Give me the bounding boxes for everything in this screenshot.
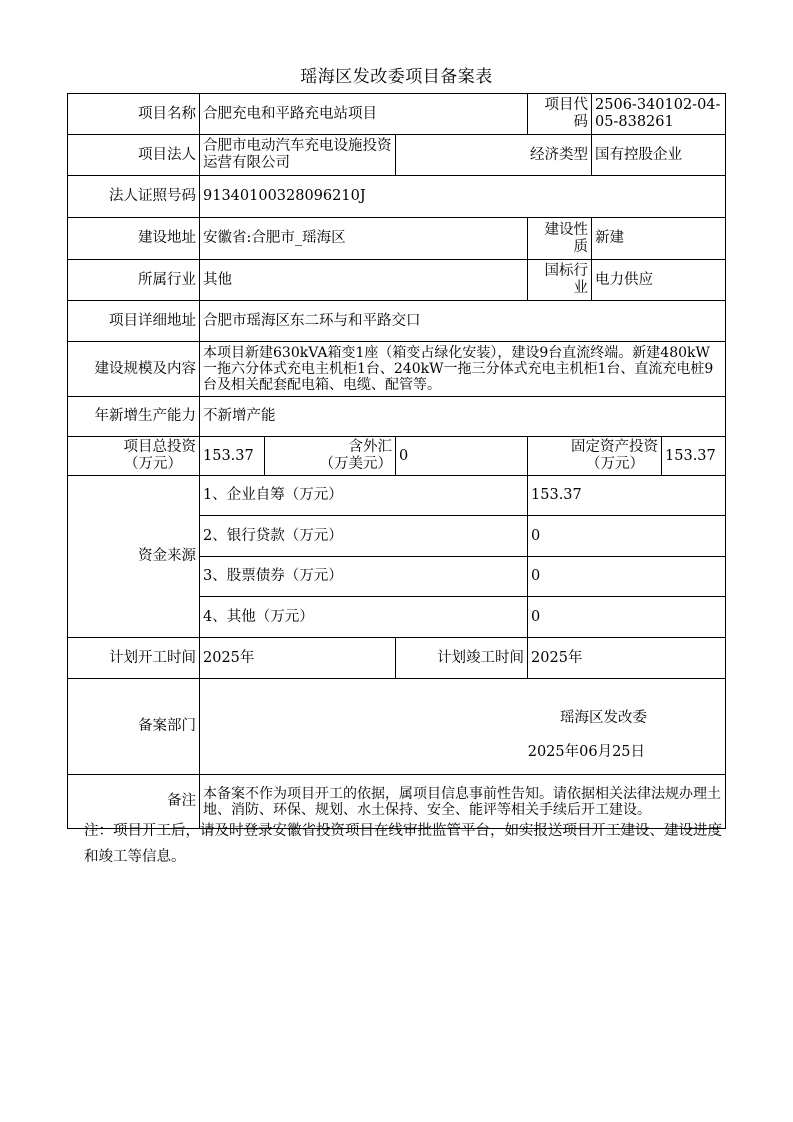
- fund-item-label: 4、其他（万元）: [200, 597, 528, 638]
- total-invest-label-line1: 项目总投资: [123, 439, 196, 455]
- fixed-invest-value: 153.37: [662, 437, 726, 476]
- capacity-value: 不新增产能: [200, 397, 726, 437]
- fund-item-value: 0: [528, 557, 726, 597]
- row-capacity: [68, 397, 726, 437]
- fund-item-label: 2、银行贷款（万元）: [200, 516, 528, 557]
- fund-item-value: 0: [528, 597, 726, 638]
- row-dept: [68, 679, 726, 775]
- total-invest-label: [68, 437, 200, 476]
- cert-no-value: 91340100328096210J: [200, 176, 726, 218]
- detail-address-label: 项目详细地址: [68, 301, 200, 342]
- row-schedule: [68, 638, 726, 679]
- row-location: [68, 218, 726, 260]
- scale-label: 建设规模及内容: [68, 342, 200, 397]
- project-name-value: 合肥充电和平路充电站项目: [200, 94, 528, 135]
- fund-row: [68, 476, 726, 516]
- nature-value: 新建: [592, 218, 726, 260]
- detail-address-value: 合肥市瑶海区东二环与和平路交口: [200, 301, 726, 342]
- dept-date: 2025年06月25日: [527, 743, 646, 760]
- footnote: 注：项目开工后，请及时登录安徽省投资项目在线审批监管平台，如实报送项目开工建设、建设进度和竣工等信息。: [84, 823, 722, 865]
- fund-item-label: 3、股票债券（万元）: [200, 557, 528, 597]
- industry-label: 所属行业: [68, 260, 200, 301]
- start-label: 计划开工时间: [68, 638, 200, 679]
- fund-item-value: 0: [528, 516, 726, 557]
- total-invest-value: 153.37: [200, 437, 265, 476]
- national-industry-label: 国标行业: [528, 260, 592, 301]
- total-invest-label-line2: （万元）: [124, 456, 182, 472]
- page-title: 瑶海区发改委项目备案表: [300, 67, 493, 87]
- foreign-label: [265, 437, 396, 476]
- record-form-table: [67, 93, 726, 829]
- location-label: 建设地址: [68, 218, 200, 260]
- row-scale: [68, 342, 726, 397]
- fund-source-label: 资金来源: [68, 476, 200, 638]
- industry-value: 其他: [200, 260, 528, 301]
- dept-cell: [200, 679, 726, 775]
- nature-label: 建设性质: [528, 218, 592, 260]
- fixed-invest-label-line2: （万元）: [586, 456, 645, 472]
- start-value: 2025年: [200, 638, 396, 679]
- project-name-label: 项目名称: [68, 94, 200, 135]
- legal-person-value: 合肥市电动汽车充电设施投资运营有限公司: [200, 135, 396, 176]
- row-industry: [68, 260, 726, 301]
- legal-person-label: 项目法人: [68, 135, 200, 176]
- dept-box: [200, 680, 725, 774]
- row-investment: [68, 437, 726, 476]
- finish-label: 计划竣工时间: [396, 638, 528, 679]
- project-code-label: 项目代码: [528, 94, 592, 135]
- foreign-label-line1: 含外汇: [348, 439, 392, 455]
- remark-label: 备注: [68, 775, 200, 829]
- finish-value: 2025年: [528, 638, 726, 679]
- row-detail-address: [68, 301, 726, 342]
- fixed-invest-label-line1: 固定资产投资: [571, 439, 659, 455]
- fund-item-value: 153.37: [528, 476, 726, 516]
- row-cert-no: [68, 176, 726, 218]
- economy-type-value: 国有控股企业: [592, 135, 726, 176]
- fixed-invest-label: [528, 437, 662, 476]
- row-legal-person: [68, 135, 726, 176]
- row-project-name: [68, 94, 726, 135]
- project-code-value: 2506-340102-04-05-838261: [592, 94, 726, 135]
- national-industry-value: 电力供应: [592, 260, 726, 301]
- dept-name: 瑶海区发改委: [560, 709, 648, 726]
- location-value: 安徽省:合肥市_瑶海区: [200, 218, 528, 260]
- dept-label: 备案部门: [68, 679, 200, 775]
- fund-item-label: 1、企业自筹（万元）: [200, 476, 528, 516]
- economy-type-label: 经济类型: [396, 135, 592, 176]
- foreign-value: 0: [396, 437, 528, 476]
- scale-value: 本项目新建630kVA箱变1座（箱变占绿化安装），建设9台直流终端。新建480kW一拖六分体式充电主机柜1台、240kW一拖三分体式充电主机柜1台、直流充电桩9台及相关配套配电箱、电缆、配管等。: [200, 342, 726, 397]
- capacity-label: 年新增生产能力: [68, 397, 200, 437]
- foreign-label-line2: （万美元）: [319, 456, 392, 472]
- remark-value: 本备案不作为项目开工的依据，属项目信息事前性告知。请依据相关法律法规办理土地、消防、环保、规划、水土保持、安全、能评等相关手续后开工建设。: [200, 775, 726, 829]
- cert-no-label: 法人证照号码: [68, 176, 200, 218]
